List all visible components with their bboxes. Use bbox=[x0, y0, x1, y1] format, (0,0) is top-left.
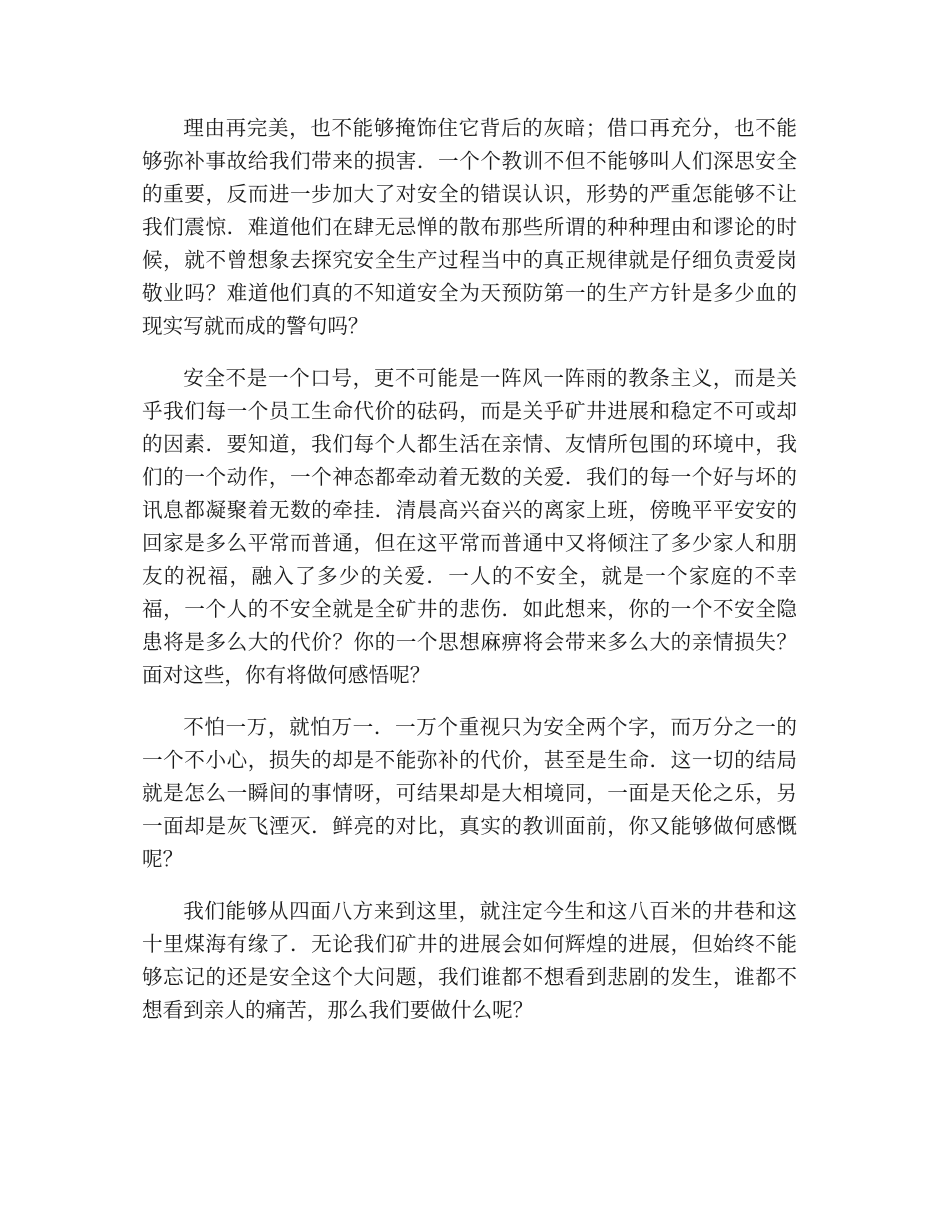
document-body bbox=[142, 112, 797, 1046]
paragraph-4: 我们能够从四面八方来到这里，就注定今生和这八百米的井巷和这十里煤海有缘了．无论我们矿井的进展会如何辉煌的进展，但始终不能够忘记的还是安全这个大问题，我们谁都不想看到悲剧的发生，谁都不想看到亲人的痛苦，那么我们要做什么呢？ bbox=[142, 899, 797, 1022]
paragraph-1: 理由再完美，也不能够掩饰住它背后的灰暗；借口再充分，也不能够弥补事故给我们带来的损害．一个个教训不但不能够叫人们深思安全的重要，反而进一步加大了对安全的错误认识，形势的严重怎能够不让我们震惊．难道他们在肆无忌惮的散布那些所谓的种种理由和谬论的时候，就不曾想象去探究安全生产过程当中的真正规律就是仔细负责爱岗敬业吗？难道他们真的不知道安全为天预防第一的生产方针是多少血的现实写就而成的警句吗？ bbox=[142, 116, 797, 338]
paragraph-3: 不怕一万，就怕万一．一万个重视只为安全两个字，而万分之一的一个不小心，损失的却是不能弥补的代价，甚至是生命．这一切的结局就是怎么一瞬间的事情呀，可结果却是大相境同，一面是天伦之乐，另一面却是灰飞湮灭．鲜亮的对比，真实的教训面前，你又能够做何感慨呢？ bbox=[142, 715, 797, 871]
paragraph-2: 安全不是一个口号，更不可能是一阵风一阵雨的教条主义，而是关乎我们每一个员工生命代价的砝码，而是关乎矿井进展和稳定不可或却的因素．要知道，我们每个人都生活在亲情、友情所包围的环境中，我们的一个动作，一个神态都牵动着无数的关爱．我们的每一个好与坏的讯息都凝聚着无数的牵挂．清晨高兴奋兴的离家上班，傍晚平平安安的回家是多么平常而普通，但在这平常而普通中又将倾注了多少家人和朋友的祝福，融入了多少的关爱．一人的不安全，就是一个家庭的不幸福，一个人的不安全就是全矿井的悲伤．如此想来，你的一个不安全隐患将是多么大的代价？你的一个思想麻痹将会带来多么大的亲情损失？面对这些，你有将做何感悟呢？ bbox=[142, 366, 797, 687]
